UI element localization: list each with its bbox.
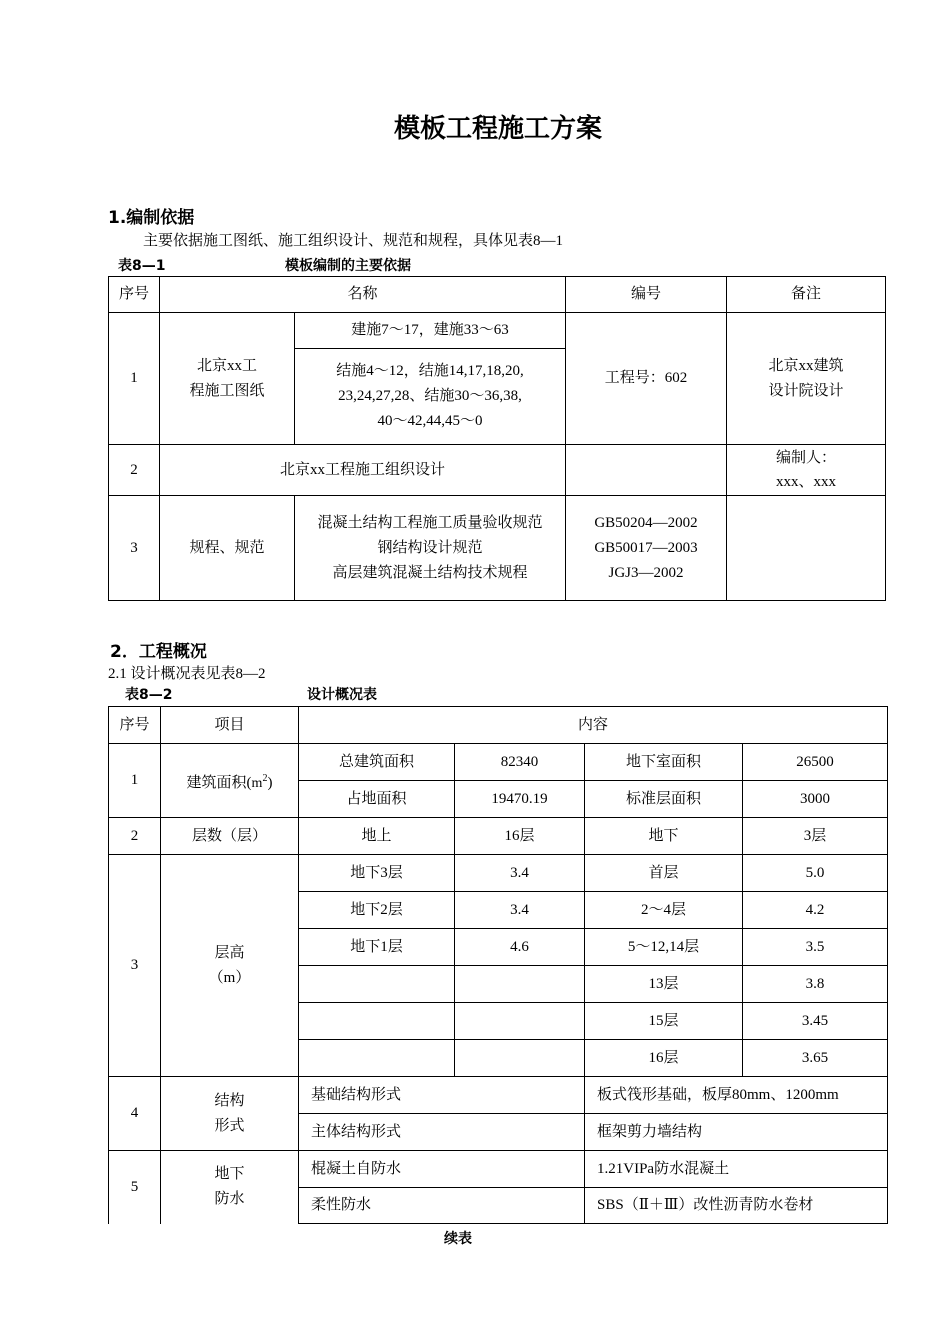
note-line: 编制人： — [776, 450, 837, 466]
spec-code: JGJ3—2002 — [608, 564, 684, 581]
spec-code: GB50204—2002 — [594, 514, 698, 531]
table-header-row — [109, 277, 886, 313]
cell: 16层 — [585, 1040, 743, 1077]
table-row — [109, 818, 888, 855]
cell: 柔性防水 — [299, 1188, 585, 1224]
cell: 82340 — [455, 744, 585, 781]
section-2-heading: 2．工程概况 — [110, 642, 207, 662]
item-note — [727, 313, 886, 445]
cell: 3.5 — [743, 929, 888, 966]
item-name: 规程、规范 — [160, 496, 295, 601]
cell: 基础结构形式 — [299, 1077, 585, 1114]
row-number: 1 — [109, 313, 160, 445]
drawing-range: 建施7～17，建施33～63 — [295, 313, 566, 349]
cell: SBS（Ⅱ＋Ⅲ）改性沥青防水卷材 — [585, 1188, 888, 1224]
cell: 1.21VIPa防水混凝土 — [585, 1151, 888, 1188]
table-1-number: 表8—1 — [118, 258, 166, 274]
cell: 占地面积 — [299, 781, 455, 818]
page-title: 模板工程施工方案 — [393, 114, 602, 144]
cell: 26500 — [743, 744, 888, 781]
cell: 3.45 — [743, 1003, 888, 1040]
area-label: 建筑面积( — [186, 774, 252, 791]
cell — [299, 1040, 455, 1077]
item-note — [727, 496, 886, 601]
range-line: 23,24,27,28、结施30～36,38, — [338, 388, 522, 404]
cell: 地下 — [585, 818, 743, 855]
table-row — [109, 496, 886, 601]
cell: 16层 — [455, 818, 585, 855]
drawing-range — [295, 349, 566, 445]
cell: 板式筏形基础，板厚80mm、1200mm — [585, 1077, 888, 1114]
item-name: 北京xx工程施工组织设计 — [160, 445, 566, 496]
table-row — [109, 744, 888, 781]
table-2-number: 表8—2 — [125, 687, 173, 703]
header-cell: 备注 — [727, 277, 886, 313]
spec-item: 钢结构设计规范 — [377, 539, 483, 556]
cell: 地下1层 — [299, 929, 455, 966]
cell: 4.6 — [455, 929, 585, 966]
row-number: 2 — [109, 445, 160, 496]
cell — [299, 1003, 455, 1040]
note-line: xxx、xxx — [776, 474, 837, 490]
item-name — [160, 313, 295, 445]
area-unit: m — [251, 775, 263, 791]
item-label-line: 地下 — [214, 1166, 245, 1183]
cell: 地上 — [299, 818, 455, 855]
item-name-line: 程施工图纸 — [189, 382, 265, 399]
item-label-line: 结构 — [214, 1092, 245, 1109]
spec-item: 高层建筑混凝土结构技术规程 — [332, 564, 528, 581]
note-line: 北京xx建筑 — [768, 357, 844, 374]
cell: 地下2层 — [299, 892, 455, 929]
cell: 棍凝土自防水 — [299, 1151, 585, 1188]
cell: 框架剪力墙结构 — [585, 1114, 888, 1151]
spec-codes — [566, 496, 727, 601]
item-code — [566, 445, 727, 496]
item-label — [161, 855, 299, 1077]
item-code: 工程号：602 — [566, 313, 727, 445]
design-overview-table — [108, 706, 888, 1224]
range-line: 40～42,44,45～0 — [377, 413, 483, 429]
row-number: 1 — [109, 744, 161, 818]
spec-item: 混凝土结构工程施工质量验收规范 — [317, 514, 543, 531]
table-row — [109, 855, 888, 892]
cell: 总建筑面积 — [299, 744, 455, 781]
item-label-line: （m） — [208, 969, 251, 986]
header-cell: 项目 — [161, 707, 299, 744]
cell: 首层 — [585, 855, 743, 892]
cell: 地下室面积 — [585, 744, 743, 781]
table-row — [109, 1077, 888, 1114]
section-1-intro: 主要依据施工图纸、施工组织设计、规范和规程，具体见表8—1 — [143, 233, 564, 249]
spec-code: GB50017—2003 — [594, 539, 698, 556]
item-label — [161, 1077, 299, 1151]
header-cell: 名称 — [160, 277, 566, 313]
area-unit-exponent: 2 — [262, 772, 268, 784]
table-header-row — [109, 707, 888, 744]
row-number: 4 — [109, 1077, 161, 1151]
cell: 19470.19 — [455, 781, 585, 818]
row-number: 3 — [109, 496, 160, 601]
item-label-line: 形式 — [214, 1117, 245, 1134]
header-cell: 序号 — [109, 707, 161, 744]
item-label — [161, 744, 299, 818]
range-line: 结施4～12，结施14,17,18,20, — [336, 363, 524, 379]
item-label: 层数（层） — [161, 818, 299, 855]
cell: 5～12,14层 — [585, 929, 743, 966]
item-label — [161, 1151, 299, 1224]
note-line: 设计院设计 — [768, 382, 844, 399]
section-1-heading: 1.编制依据 — [108, 208, 195, 228]
continued-label: 续表 — [444, 1231, 472, 1247]
cell: 3.4 — [455, 892, 585, 929]
cell — [455, 966, 585, 1003]
cell: 3.8 — [743, 966, 888, 1003]
cell: 地下3层 — [299, 855, 455, 892]
area-label-close: ) — [267, 774, 273, 791]
item-label-line: 层高 — [214, 944, 245, 961]
cell: 5.0 — [743, 855, 888, 892]
spec-list — [295, 496, 566, 601]
row-number: 5 — [109, 1151, 161, 1224]
cell: 3000 — [743, 781, 888, 818]
row-number: 3 — [109, 855, 161, 1077]
header-cell: 内容 — [299, 707, 888, 744]
item-note — [727, 445, 886, 496]
cell: 主体结构形式 — [299, 1114, 585, 1151]
cell: 2～4层 — [585, 892, 743, 929]
cell: 13层 — [585, 966, 743, 1003]
cell: 3.65 — [743, 1040, 888, 1077]
cell: 15层 — [585, 1003, 743, 1040]
table-row — [109, 445, 886, 496]
header-cell: 序号 — [109, 277, 160, 313]
cell — [455, 1003, 585, 1040]
header-cell: 编号 — [566, 277, 727, 313]
item-name-line: 北京xx工 — [196, 357, 257, 374]
row-number: 2 — [109, 818, 161, 855]
item-label-line: 防水 — [214, 1191, 245, 1208]
table-row — [109, 313, 886, 349]
cell: 3层 — [743, 818, 888, 855]
section-2-subheading: 2.1 设计概况表见表8—2 — [108, 666, 266, 682]
cell: 3.4 — [455, 855, 585, 892]
cell — [455, 1040, 585, 1077]
cell: 标准层面积 — [585, 781, 743, 818]
table-2-title: 设计概况表 — [307, 687, 377, 703]
table-1-title: 模板编制的主要依据 — [285, 258, 411, 274]
basis-table — [108, 276, 886, 601]
table-row — [109, 1151, 888, 1188]
cell: 4.2 — [743, 892, 888, 929]
cell — [299, 966, 455, 1003]
